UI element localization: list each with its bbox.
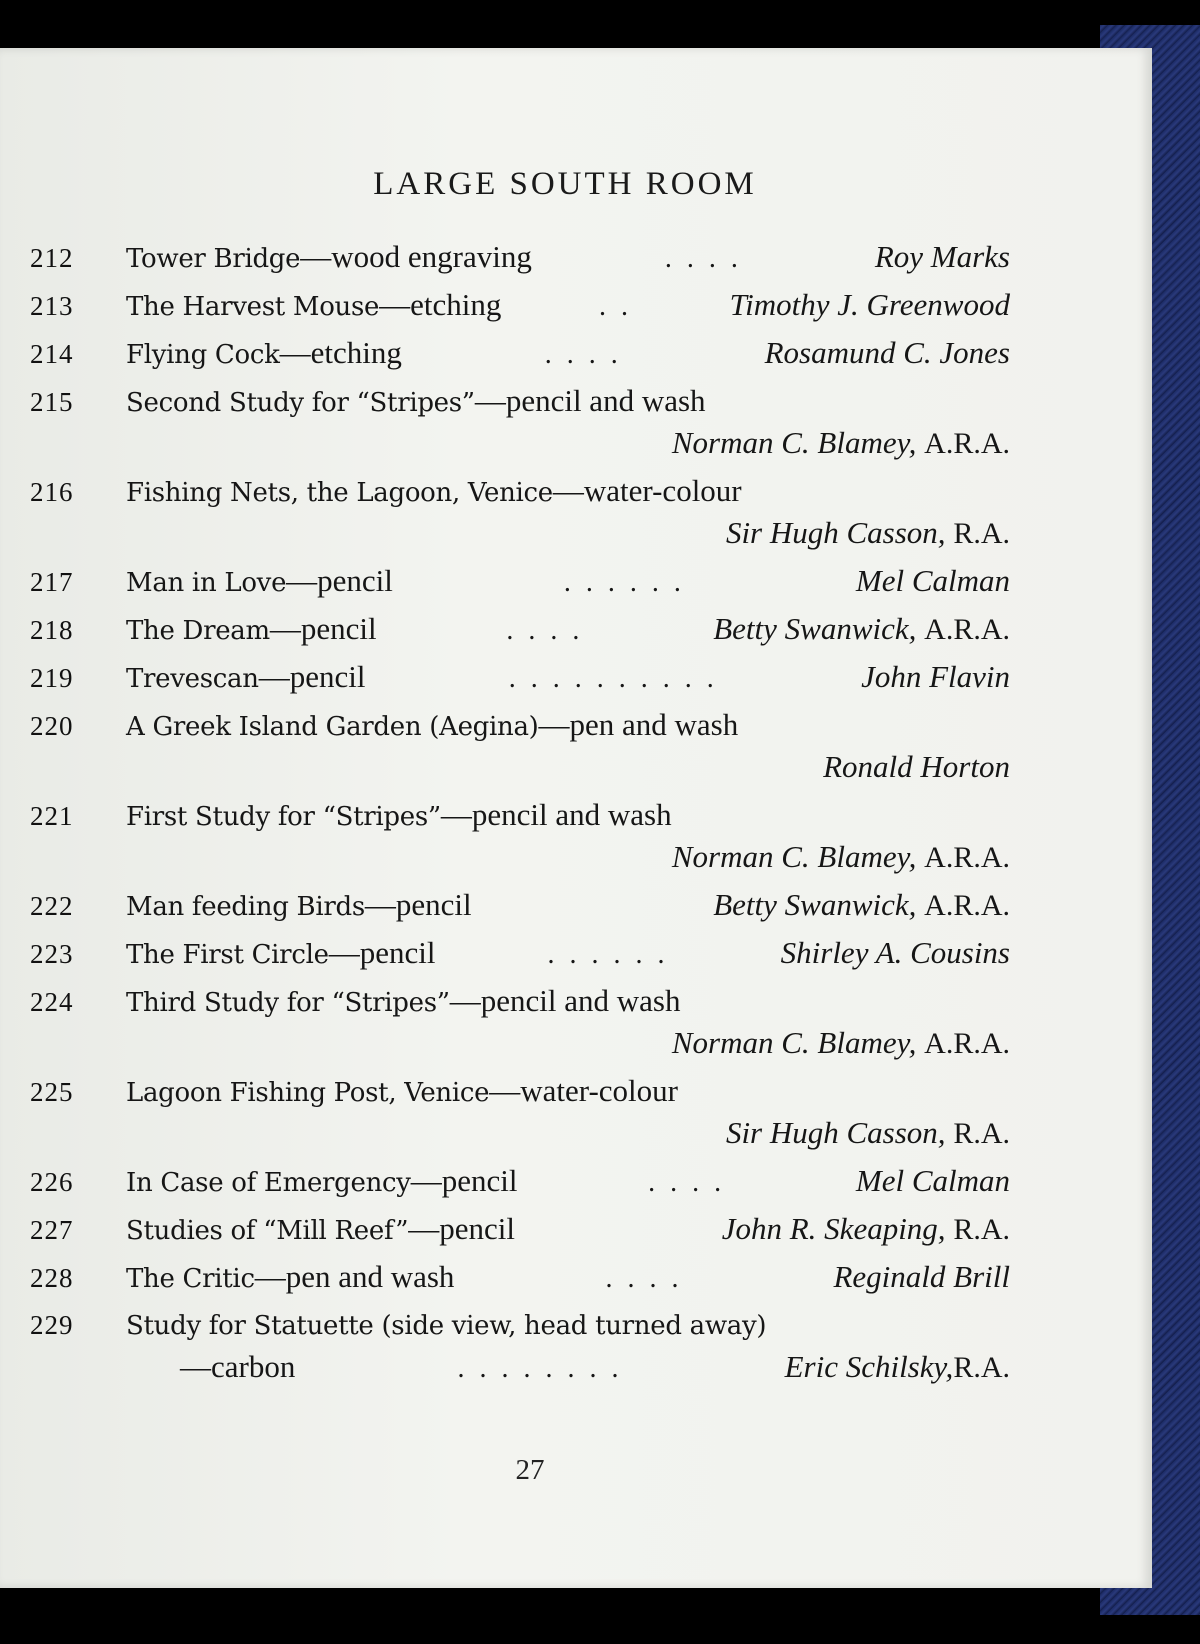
entry-title: The Critic xyxy=(126,1264,255,1294)
leader-dots: . . . . xyxy=(544,339,622,370)
entry-number: 214 xyxy=(30,339,74,369)
artist-name: Rosamund C. Jones xyxy=(764,335,1010,370)
artist-honour: R.A. xyxy=(953,1351,1010,1384)
leader-dots: . . . . xyxy=(506,615,584,646)
entry-medium: —pencil xyxy=(410,1163,518,1198)
artist-name: Norman C. Blamey, xyxy=(671,1025,917,1060)
entry-line xyxy=(30,932,1010,974)
entry-medium: —pen and wash xyxy=(538,707,739,742)
catalogue-page xyxy=(0,48,1152,1588)
entry-number: 220 xyxy=(30,711,74,741)
catalogue-entry xyxy=(30,608,1010,650)
entry-artist-line xyxy=(30,512,1010,554)
entry-medium: —pencil xyxy=(408,1211,515,1246)
entry-line xyxy=(30,560,1010,602)
catalogue-entry xyxy=(30,284,1010,326)
entry-title: Man in Love xyxy=(126,568,287,598)
entry-medium: —pencil xyxy=(328,935,436,970)
entry-number: 226 xyxy=(30,1167,74,1197)
entry-title: The Dream xyxy=(126,616,270,646)
entry-artist-line xyxy=(30,746,1010,788)
catalogue-entry xyxy=(30,1160,1010,1202)
artist-honour: R.A. xyxy=(953,1213,1010,1246)
catalogue-entry xyxy=(30,236,1010,278)
entry-continuation xyxy=(30,1346,1010,1388)
leader-dots: . . . . xyxy=(664,243,742,274)
artist-name: Eric Schilsky, xyxy=(784,1349,954,1384)
artist-honour: A.R.A. xyxy=(924,613,1010,646)
entry-artist-line xyxy=(30,836,1010,878)
artist-honour: R.A. xyxy=(953,1117,1010,1150)
catalogue-entry xyxy=(30,470,1010,554)
entry-line xyxy=(30,284,1010,326)
artist-name: Shirley A. Cousins xyxy=(780,935,1010,970)
entry-artist-line xyxy=(30,422,1010,464)
entry-title: In Case of Emergency xyxy=(126,1168,411,1198)
artist-name: Betty Swanwick, xyxy=(713,611,917,646)
entry-number: 212 xyxy=(30,243,74,273)
artist-honour: A.R.A. xyxy=(924,1027,1010,1060)
entry-line xyxy=(30,1208,1010,1250)
entry-title: Flying Cock xyxy=(126,340,280,370)
entry-medium: —water-colour xyxy=(489,1073,678,1108)
artist-name: Sir Hugh Casson, xyxy=(725,515,946,550)
entry-medium: —pencil xyxy=(286,563,393,598)
artist-name: John R. Skeaping, xyxy=(721,1211,946,1246)
leader-dots: . . . . . . xyxy=(563,567,685,598)
entry-line xyxy=(30,1160,1010,1202)
artist-name: Ronald Horton xyxy=(823,749,1010,784)
entry-line xyxy=(30,1070,1010,1112)
artist-name: Sir Hugh Casson, xyxy=(725,1115,946,1150)
catalogue-entry xyxy=(30,560,1010,602)
artist-name: Timothy J. Greenwood xyxy=(729,287,1010,322)
page-number: 27 xyxy=(515,1454,545,1486)
entry-number: 218 xyxy=(30,615,74,645)
entry-number: 225 xyxy=(30,1077,74,1107)
entry-title: A Greek Island Garden (Aegina) xyxy=(126,712,539,742)
entry-number: 219 xyxy=(30,663,74,693)
catalogue-entry xyxy=(30,1208,1010,1250)
entry-artist-line xyxy=(30,1022,1010,1064)
entry-number: 229 xyxy=(30,1310,74,1340)
entry-number: 216 xyxy=(30,477,74,507)
entry-title: Lagoon Fishing Post, Venice xyxy=(126,1078,490,1108)
artist-honour: A.R.A. xyxy=(924,427,1010,460)
entry-medium: —pencil and wash xyxy=(474,383,706,418)
leader-dots: . . . . xyxy=(605,1263,683,1294)
leader-dots: . . xyxy=(598,291,632,322)
artist-name: John Flavin xyxy=(861,659,1010,694)
entry-number: 223 xyxy=(30,939,74,969)
entry-title: Man feeding Birds xyxy=(126,892,365,922)
entry-artist-line xyxy=(30,1112,1010,1154)
catalogue-entry xyxy=(30,980,1010,1064)
entry-line xyxy=(30,704,1010,746)
entry-line xyxy=(30,236,1010,278)
entry-title: Third Study for “Stripes” xyxy=(126,988,450,1018)
entry-medium: —pencil and wash xyxy=(449,983,681,1018)
entry-medium: —pencil xyxy=(258,659,366,694)
entry-number: 217 xyxy=(30,567,74,597)
catalogue-entry xyxy=(30,332,1010,374)
artist-honour: R.A. xyxy=(953,517,1010,550)
entry-title: Trevescan xyxy=(126,664,259,694)
catalogue-list xyxy=(30,236,1010,1394)
catalogue-entry xyxy=(30,1256,1010,1298)
catalogue-entry xyxy=(30,794,1010,878)
artist-name: Mel Calman xyxy=(855,1163,1010,1198)
leader-dots: . . . . xyxy=(648,1167,726,1198)
entry-title: Tower Bridge xyxy=(126,244,301,274)
entry-number: 221 xyxy=(30,801,74,831)
entry-line xyxy=(30,980,1010,1022)
entry-title: Study for Statuette (side view, head turned away) xyxy=(126,1311,767,1341)
entry-number: 222 xyxy=(30,891,74,921)
entry-medium: —water-colour xyxy=(552,473,742,508)
entry-number: 215 xyxy=(30,387,74,417)
entry-medium: —pencil and wash xyxy=(440,797,672,832)
catalogue-entry xyxy=(30,380,1010,464)
entry-line xyxy=(30,608,1010,650)
entry-medium: —pencil xyxy=(364,887,472,922)
artist-name: Norman C. Blamey, xyxy=(671,839,917,874)
entry-medium: —carbon xyxy=(180,1349,296,1384)
artist-name: Mel Calman xyxy=(855,563,1010,598)
entry-number: 227 xyxy=(30,1215,74,1245)
catalogue-entry xyxy=(30,656,1010,698)
entry-title: Studies of “Mill Reef” xyxy=(126,1216,409,1246)
catalogue-entry xyxy=(30,884,1010,926)
entry-medium: —wood engraving xyxy=(300,239,532,274)
artist-name: Betty Swanwick, xyxy=(713,887,917,922)
entry-number: 228 xyxy=(30,1263,74,1293)
entry-title: First Study for “Stripes” xyxy=(126,802,441,832)
leader-dots: . . . . . . . . xyxy=(457,1353,623,1384)
catalogue-entry xyxy=(30,932,1010,974)
entry-title: Fishing Nets, the Lagoon, Venice xyxy=(126,478,553,508)
entry-line xyxy=(30,470,1010,512)
catalogue-entry xyxy=(30,1070,1010,1154)
entry-medium: —pen and wash xyxy=(254,1259,455,1294)
entry-line xyxy=(30,656,1010,698)
entry-line xyxy=(30,332,1010,374)
entry-medium: —pencil xyxy=(269,611,377,646)
artist-honour: A.R.A. xyxy=(924,889,1010,922)
entry-number: 213 xyxy=(30,291,74,321)
room-heading: LARGE SOUTH ROOM xyxy=(373,166,757,202)
artist-honour: A.R.A. xyxy=(924,841,1010,874)
entry-title: The First Circle xyxy=(126,940,329,970)
entry-line xyxy=(30,1304,1010,1346)
artist-name: Norman C. Blamey, xyxy=(671,425,917,460)
catalogue-entry xyxy=(30,1304,1010,1388)
entry-title: Second Study for “Stripes” xyxy=(126,388,475,418)
entry-line xyxy=(30,380,1010,422)
entry-line xyxy=(30,884,1010,926)
entry-title: The Harvest Mouse xyxy=(126,292,380,322)
entry-number: 224 xyxy=(30,987,74,1017)
entry-line xyxy=(30,794,1010,836)
entry-line xyxy=(30,1256,1010,1298)
entry-medium: —etching xyxy=(279,335,402,370)
entry-medium: —etching xyxy=(379,287,502,322)
leader-dots: . . . . . . . . . . xyxy=(508,663,718,694)
catalogue-entry xyxy=(30,704,1010,788)
artist-name: Reginald Brill xyxy=(833,1259,1010,1294)
artist-name: Roy Marks xyxy=(874,239,1010,274)
leader-dots: . . . . . . xyxy=(547,939,669,970)
